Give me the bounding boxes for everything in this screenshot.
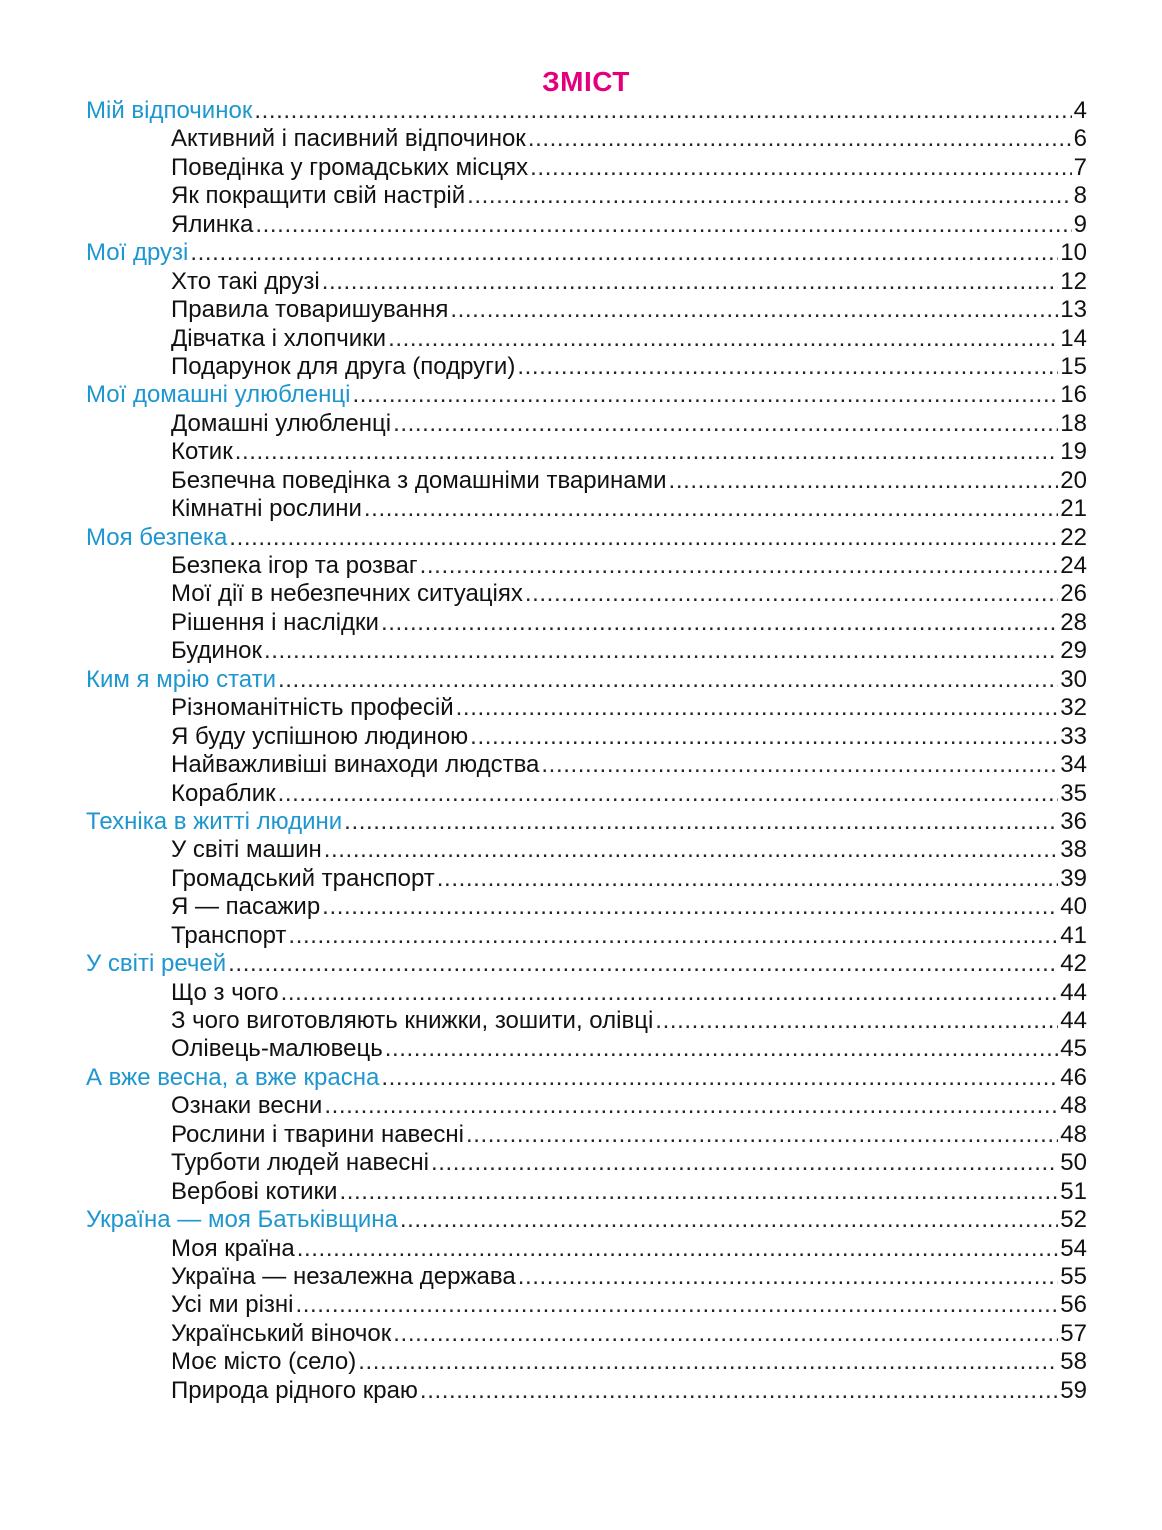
dot-leader: [467, 182, 1072, 210]
section-title: Кімнатні рослини: [171, 495, 362, 523]
dot-leader: [344, 808, 1058, 836]
dot-leader: [393, 410, 1058, 438]
section-title: Різноманітність професій: [171, 694, 454, 722]
dot-leader: [517, 353, 1058, 381]
chapter-title: У світі речей: [86, 950, 227, 978]
chapter-title: Мій відпочинок: [86, 97, 253, 124]
section-title: Я буду успішною людиною: [171, 722, 469, 750]
dot-leader: [339, 1178, 1058, 1206]
page-number: 32: [1060, 694, 1087, 722]
dot-leader: [437, 865, 1059, 893]
dot-leader: [530, 154, 1071, 182]
page-number: 59: [1060, 1376, 1087, 1404]
toc-chapter-row: [86, 239, 1087, 267]
toc-section-row: [86, 1007, 1087, 1035]
toc-section-row: [86, 438, 1087, 466]
section-title: Олівець-малювець: [171, 1035, 383, 1063]
chapter-title: Моя безпека: [86, 523, 228, 551]
section-title: Громадський транспорт: [171, 864, 435, 892]
page-number: 15: [1060, 352, 1087, 380]
dot-leader: [450, 296, 1058, 324]
page-number: 13: [1060, 296, 1087, 324]
toc-section-row: [86, 609, 1087, 637]
page-number: 40: [1060, 893, 1087, 921]
section-title: Безпечна поведінка з домашніми тваринами: [171, 466, 667, 494]
toc-chapter-row: [86, 666, 1087, 694]
section-title: Котик: [171, 438, 233, 466]
dot-leader: [254, 97, 1071, 125]
page-number: 55: [1060, 1262, 1087, 1290]
section-title: Правила товаришування: [171, 296, 449, 324]
toc-section-row: [86, 1149, 1087, 1177]
toc-section-row: [86, 182, 1087, 210]
dot-leader: [381, 609, 1058, 637]
toc-section-row: [86, 1035, 1087, 1063]
page-number: 21: [1060, 495, 1087, 523]
toc-chapter-row: [86, 950, 1087, 978]
page-number: 58: [1060, 1348, 1087, 1376]
section-title: Найважливіші винаходи людства: [171, 751, 540, 779]
chapter-title: Україна — моя Батьківщина: [86, 1206, 398, 1234]
toc-section-row: [86, 922, 1087, 950]
dot-leader: [470, 723, 1058, 751]
page-number: 57: [1060, 1319, 1087, 1347]
page-number: 28: [1060, 608, 1087, 636]
section-title: Я — пасажир: [171, 893, 321, 921]
page-number: 16: [1060, 381, 1087, 409]
section-title: Вербові котики: [171, 1177, 338, 1205]
section-title: Український віночок: [171, 1319, 392, 1347]
dot-leader: [281, 979, 1059, 1007]
dot-leader: [400, 1206, 1058, 1234]
toc-section-row: [86, 979, 1087, 1007]
dot-leader: [381, 1064, 1058, 1092]
dot-leader: [431, 1149, 1058, 1177]
page-number: 19: [1060, 438, 1087, 466]
dot-leader: [322, 268, 1059, 296]
dot-leader: [288, 922, 1058, 950]
dot-leader: [541, 751, 1058, 779]
dot-leader: [278, 780, 1059, 808]
toc-section-row: [86, 1263, 1087, 1291]
dot-leader: [295, 1291, 1058, 1319]
page-number: 46: [1060, 1063, 1087, 1091]
toc-chapter-row: [86, 808, 1087, 836]
page-number: 39: [1060, 864, 1087, 892]
table-of-contents: [86, 97, 1087, 1405]
section-title: Домашні улюбленці: [171, 409, 392, 437]
dot-leader: [456, 694, 1059, 722]
dot-leader: [525, 580, 1058, 608]
toc-section-row: [86, 211, 1087, 239]
section-title: Ялинка: [171, 210, 254, 238]
chapter-title: Ким я мрію стати: [86, 665, 277, 693]
page-number: 36: [1060, 807, 1087, 835]
toc-section-row: [86, 1377, 1087, 1405]
toc-chapter-row: [86, 1206, 1087, 1234]
toc-chapter-row: [86, 1064, 1087, 1092]
page-number: 22: [1060, 523, 1087, 551]
section-title: Транспорт: [171, 921, 287, 949]
page-number: 8: [1073, 182, 1087, 210]
dot-leader: [364, 495, 1058, 523]
toc-section-row: [86, 125, 1087, 153]
chapter-title: Мої друзі: [86, 239, 189, 267]
toc-chapter-row: [86, 97, 1087, 125]
page-number: 48: [1060, 1092, 1087, 1120]
toc-section-row: [86, 1235, 1087, 1263]
page-number: 18: [1060, 409, 1087, 437]
page-number: 42: [1060, 950, 1087, 978]
toc-section-row: [86, 893, 1087, 921]
dot-leader: [324, 1092, 1058, 1120]
section-title: Як покращити свій настрій: [171, 182, 466, 210]
page-number: 10: [1060, 239, 1087, 267]
dot-leader: [388, 325, 1058, 353]
page-number: 45: [1060, 1035, 1087, 1063]
page-title: ЗМІСТ: [542, 66, 630, 97]
toc-section-row: [86, 1121, 1087, 1149]
section-title: Що з чого: [171, 978, 279, 1006]
toc-section-row: [86, 1178, 1087, 1206]
toc-section-row: [86, 694, 1087, 722]
toc-section-row: [86, 1320, 1087, 1348]
section-title: У світі машин: [171, 836, 322, 864]
page-number: 14: [1060, 324, 1087, 352]
dot-leader: [322, 893, 1058, 921]
section-title: Україна — незалежна держава: [171, 1262, 516, 1290]
toc-section-row: [86, 552, 1087, 580]
dot-leader: [655, 1007, 1058, 1035]
toc-chapter-row: [86, 381, 1087, 409]
dot-leader: [420, 552, 1059, 580]
page-number: 44: [1060, 1007, 1087, 1034]
page-number: 41: [1060, 921, 1087, 949]
page-number: 7: [1073, 153, 1087, 181]
page-number: 33: [1060, 722, 1087, 750]
toc-section-row: [86, 723, 1087, 751]
dot-leader: [420, 1377, 1058, 1405]
section-title: Ознаки весни: [171, 1092, 323, 1120]
section-title: Турботи людей навесні: [171, 1149, 429, 1177]
dot-leader: [352, 381, 1058, 409]
toc-section-row: [86, 751, 1087, 779]
page-number: 29: [1060, 637, 1087, 665]
dot-leader: [190, 239, 1058, 267]
section-title: Рослини і тварини навесні: [171, 1120, 464, 1148]
toc-section-row: [86, 296, 1087, 324]
toc-section-row: [86, 865, 1087, 893]
toc-section-row: [86, 1348, 1087, 1376]
section-title: Моє місто (село): [171, 1348, 357, 1376]
page-number: 35: [1060, 779, 1087, 807]
dot-leader: [669, 467, 1059, 495]
toc-section-row: [86, 836, 1087, 864]
toc-section-row: [86, 353, 1087, 381]
page-number: 26: [1060, 580, 1087, 608]
section-title: Моя країна: [171, 1234, 295, 1262]
toc-section-row: [86, 495, 1087, 523]
page-number: 52: [1060, 1206, 1087, 1234]
section-title: Подарунок для друга (подруги): [171, 352, 516, 380]
page-number: 54: [1060, 1234, 1087, 1262]
toc-section-row: [86, 1092, 1087, 1120]
section-title: Мої дії в небезпечних ситуаціях: [171, 580, 523, 608]
chapter-title: Мої домашні улюбленці: [86, 381, 351, 409]
section-title: Природа рідного краю: [171, 1376, 418, 1404]
page-number: 44: [1060, 978, 1087, 1006]
dot-leader: [385, 1035, 1059, 1063]
page-number: 12: [1060, 267, 1087, 295]
page-number: 6: [1073, 125, 1087, 153]
dot-leader: [518, 1263, 1059, 1291]
page-number: 38: [1060, 836, 1087, 864]
section-title: Рішення і наслідки: [171, 608, 379, 636]
toc-section-row: [86, 1291, 1087, 1319]
page-number: 30: [1060, 665, 1087, 693]
section-title: Кораблик: [171, 779, 276, 807]
section-title: З чого виготовляють книжки, зошити, олівці: [171, 1007, 654, 1034]
section-title: Будинок: [171, 637, 262, 665]
page-number: 24: [1060, 552, 1087, 579]
page-number: 34: [1060, 751, 1087, 779]
toc-section-row: [86, 410, 1087, 438]
page-number: 20: [1060, 466, 1087, 494]
page-number: 48: [1060, 1120, 1087, 1148]
page-number: 9: [1073, 210, 1087, 238]
toc-section-row: [86, 325, 1087, 353]
section-title: Безпека ігор та розваг: [171, 552, 418, 579]
toc-section-row: [86, 467, 1087, 495]
section-title: Хто такі друзі: [171, 267, 320, 295]
dot-leader: [255, 211, 1071, 239]
toc-section-row: [86, 637, 1087, 665]
dot-leader: [264, 637, 1058, 665]
section-title: Дівчатка і хлопчики: [171, 324, 387, 352]
section-title: Поведінка у громадських місцях: [171, 153, 529, 181]
dot-leader: [278, 666, 1058, 694]
toc-section-row: [86, 580, 1087, 608]
dot-leader: [466, 1121, 1058, 1149]
toc-section-row: [86, 154, 1087, 182]
page-number: 51: [1060, 1177, 1087, 1205]
page-number: 4: [1073, 97, 1087, 124]
dot-leader: [393, 1320, 1058, 1348]
dot-leader: [528, 125, 1072, 153]
toc-chapter-row: [86, 524, 1087, 552]
dot-leader: [324, 836, 1059, 864]
dot-leader: [235, 438, 1059, 466]
page-number: 56: [1060, 1291, 1087, 1319]
toc-section-row: [86, 780, 1087, 808]
dot-leader: [358, 1348, 1058, 1376]
section-title: Усі ми різні: [171, 1291, 294, 1319]
dot-leader: [228, 950, 1058, 978]
dot-leader: [229, 524, 1058, 552]
page-number: 50: [1060, 1149, 1087, 1177]
dot-leader: [297, 1235, 1059, 1263]
chapter-title: А вже весна, а вже красна: [86, 1063, 380, 1091]
section-title: Активний і пасивний відпочинок: [171, 125, 526, 153]
toc-section-row: [86, 268, 1087, 296]
chapter-title: Техніка в житті людини: [86, 807, 343, 835]
